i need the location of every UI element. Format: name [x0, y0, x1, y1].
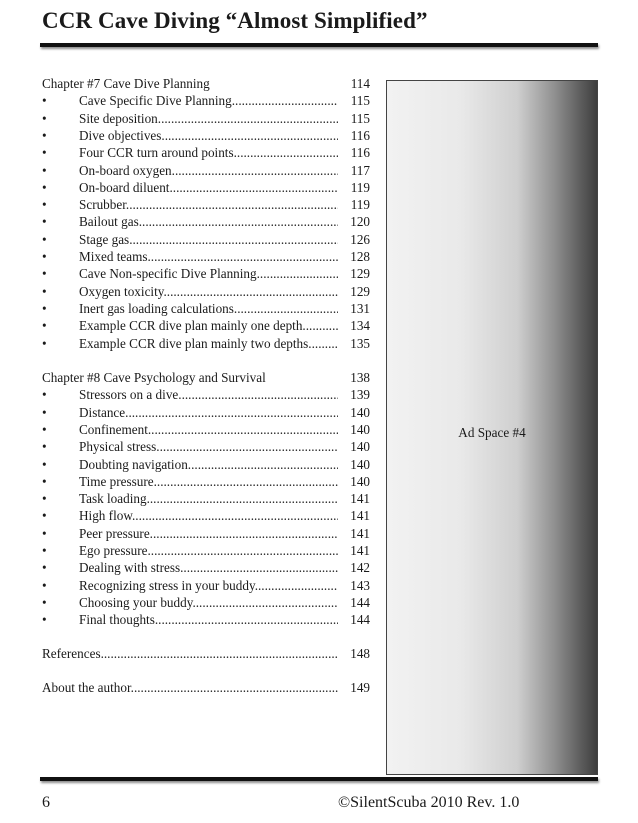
entry-label: About the author ..... — [42, 679, 338, 696]
page-number: 120 — [350, 214, 370, 230]
bullet-icon: • — [42, 577, 47, 593]
toc-chapter-7[interactable] — [42, 75, 370, 92]
ad-space — [386, 80, 598, 775]
ad-space-label: Ad Space #4 — [458, 425, 526, 440]
toc-entry[interactable] — [42, 594, 370, 611]
bullet-icon: • — [42, 249, 47, 264]
toc-entry[interactable] — [42, 456, 370, 473]
entry-label: Dealing with stress ..... — [79, 559, 338, 576]
entry-label: References ..... — [42, 645, 338, 662]
bullet-icon: • — [42, 404, 47, 420]
page-number: 131 — [350, 300, 370, 316]
entry-label: Physical stress ..... — [79, 438, 338, 455]
entry-label: Bailout gas ..... — [79, 213, 338, 230]
bullet-icon: • — [42, 283, 47, 299]
entry-label: Ego pressure ..... — [79, 542, 338, 559]
entry-label: Cave Non-specific Dive Planning ..... — [79, 265, 338, 282]
page-number: 129 — [350, 266, 370, 282]
entry-label: High flow ..... — [79, 507, 338, 524]
entry-label: Time pressure ..... — [79, 473, 338, 490]
page-number: 140 — [350, 473, 370, 489]
toc-entry[interactable] — [42, 335, 370, 352]
bullet-icon: • — [42, 162, 47, 178]
bullet-icon: • — [42, 525, 47, 541]
page-number: 143 — [350, 577, 370, 593]
entry-label: On-board oxygen ..... — [79, 162, 338, 179]
page-number: 115 — [350, 93, 370, 109]
bullet-icon: • — [42, 318, 47, 334]
bullet-icon: • — [42, 543, 47, 558]
bullet-icon: • — [42, 266, 47, 282]
entry-label: Scrubber ..... — [79, 196, 338, 213]
toc-entry[interactable] — [42, 490, 370, 507]
toc-entry[interactable] — [42, 127, 370, 144]
page-number: 128 — [350, 249, 370, 264]
entry-label: Inert gas loading calculations ..... — [79, 300, 338, 317]
toc-entry[interactable] — [42, 248, 370, 265]
bullet-icon: • — [42, 473, 47, 489]
page-number: 140 — [350, 439, 370, 455]
bullet-icon: • — [42, 231, 47, 247]
chapter-title: Chapter #8 Cave Psychology and Survival — [42, 370, 266, 385]
page-number: 140 — [350, 421, 370, 437]
bullet-icon: • — [42, 179, 47, 195]
toc-entry[interactable] — [42, 317, 370, 334]
entry-label: Task loading ..... — [79, 490, 338, 507]
toc-entry[interactable] — [42, 196, 370, 213]
page-number: 119 — [350, 179, 370, 195]
bullet-icon: • — [42, 421, 47, 437]
entry-label: Example CCR dive plan mainly two depths ..... — [79, 335, 338, 352]
toc-entry[interactable] — [42, 438, 370, 455]
page-number: 140 — [350, 404, 370, 420]
page-number: 117 — [350, 162, 370, 178]
bullet-icon: • — [42, 491, 47, 507]
entry-label: Recognizing stress in your buddy ..... — [79, 577, 338, 594]
toc-entry[interactable] — [42, 110, 370, 127]
page-number: 116 — [350, 145, 370, 161]
entry-label: Cave Specific Dive Planning ..... — [79, 92, 338, 109]
page-number: 144 — [350, 612, 370, 628]
page-number: 129 — [350, 283, 370, 299]
toc-references[interactable] — [42, 645, 370, 662]
entry-label: Confinement ..... — [79, 421, 338, 438]
toc-entry[interactable] — [42, 525, 370, 542]
copyright-footer: ©SilentScuba 2010 Rev. 1.0 — [338, 794, 520, 811]
page-number: 141 — [350, 525, 370, 541]
page-number: 144 — [350, 594, 370, 610]
toc-entry[interactable] — [42, 92, 370, 109]
toc-entry[interactable] — [42, 611, 370, 628]
entry-label: Peer pressure ..... — [79, 525, 338, 542]
entry-label: Site deposition ..... — [79, 110, 338, 127]
bullet-icon: • — [42, 335, 47, 351]
toc-entry[interactable] — [42, 559, 370, 576]
entry-label: Four CCR turn around points ..... — [79, 144, 338, 161]
toc-entry[interactable] — [42, 421, 370, 438]
page-number: 134 — [350, 318, 370, 334]
toc-entry[interactable] — [42, 231, 370, 248]
page-number: 141 — [350, 491, 370, 507]
page-number: 119 — [350, 197, 370, 213]
bullet-icon: • — [42, 127, 47, 143]
entry-label: Oxygen toxicity ..... — [79, 283, 338, 300]
toc-entry[interactable] — [42, 300, 370, 317]
toc-entry[interactable] — [42, 179, 370, 196]
entry-label: Distance ..... — [79, 404, 338, 421]
bullet-icon: • — [42, 214, 47, 230]
toc-about-author[interactable] — [42, 679, 370, 696]
toc-entry[interactable] — [42, 265, 370, 282]
bullet-icon: • — [42, 300, 47, 316]
bullet-icon: • — [42, 560, 47, 576]
chapter-title: Chapter #7 Cave Dive Planning — [42, 76, 210, 91]
page-number: 138 — [350, 370, 370, 385]
page-number: 140 — [350, 456, 370, 472]
page-number: 114 — [350, 76, 370, 91]
toc-entry[interactable] — [42, 577, 370, 594]
toc-entry[interactable] — [42, 144, 370, 161]
bullet-icon: • — [42, 110, 47, 126]
entry-label: Stressors on a dive ..... — [79, 386, 338, 403]
entry-label: Mixed teams ..... — [79, 248, 338, 265]
toc-entry[interactable] — [42, 213, 370, 230]
toc-entry[interactable] — [42, 542, 370, 559]
page-number: 148 — [350, 646, 370, 661]
entry-label: Final thoughts ..... — [79, 611, 338, 628]
entry-label: Dive objectives ..... — [79, 127, 338, 144]
header-divider — [40, 43, 598, 47]
bullet-icon: • — [42, 387, 47, 403]
page-number: 149 — [350, 680, 370, 695]
toc-entry[interactable] — [42, 404, 370, 421]
entry-label: Example CCR dive plan mainly one depth ..... — [79, 317, 338, 334]
entry-label: Stage gas ..... — [79, 231, 338, 248]
page-title: CCR Cave Diving “Almost Simplified” — [42, 8, 428, 33]
page-number: 139 — [350, 387, 370, 403]
page-number: 141 — [350, 543, 370, 558]
entry-label: Doubting navigation ..... — [79, 456, 338, 473]
toc-entry[interactable] — [42, 473, 370, 490]
page-number: 126 — [350, 231, 370, 247]
page-number: 142 — [350, 560, 370, 576]
footer-divider — [40, 777, 598, 781]
page-number: 135 — [350, 335, 370, 351]
page-number-footer: 6 — [42, 794, 50, 811]
bullet-icon: • — [42, 612, 47, 628]
page-number: 141 — [350, 508, 370, 524]
toc-chapter-8[interactable] — [42, 369, 370, 386]
page-number: 116 — [350, 127, 370, 143]
bullet-icon: • — [42, 93, 47, 109]
bullet-icon: • — [42, 439, 47, 455]
bullet-icon: • — [42, 197, 47, 213]
toc-entry[interactable] — [42, 507, 370, 524]
entry-label: On-board diluent ..... — [79, 179, 338, 196]
toc-entry[interactable] — [42, 162, 370, 179]
toc-entry[interactable] — [42, 283, 370, 300]
bullet-icon: • — [42, 456, 47, 472]
bullet-icon: • — [42, 594, 47, 610]
toc-entry[interactable] — [42, 386, 370, 403]
bullet-icon: • — [42, 508, 47, 524]
entry-label: Choosing your buddy ..... — [79, 594, 338, 611]
page-number: 115 — [350, 110, 370, 126]
bullet-icon: • — [42, 145, 47, 161]
